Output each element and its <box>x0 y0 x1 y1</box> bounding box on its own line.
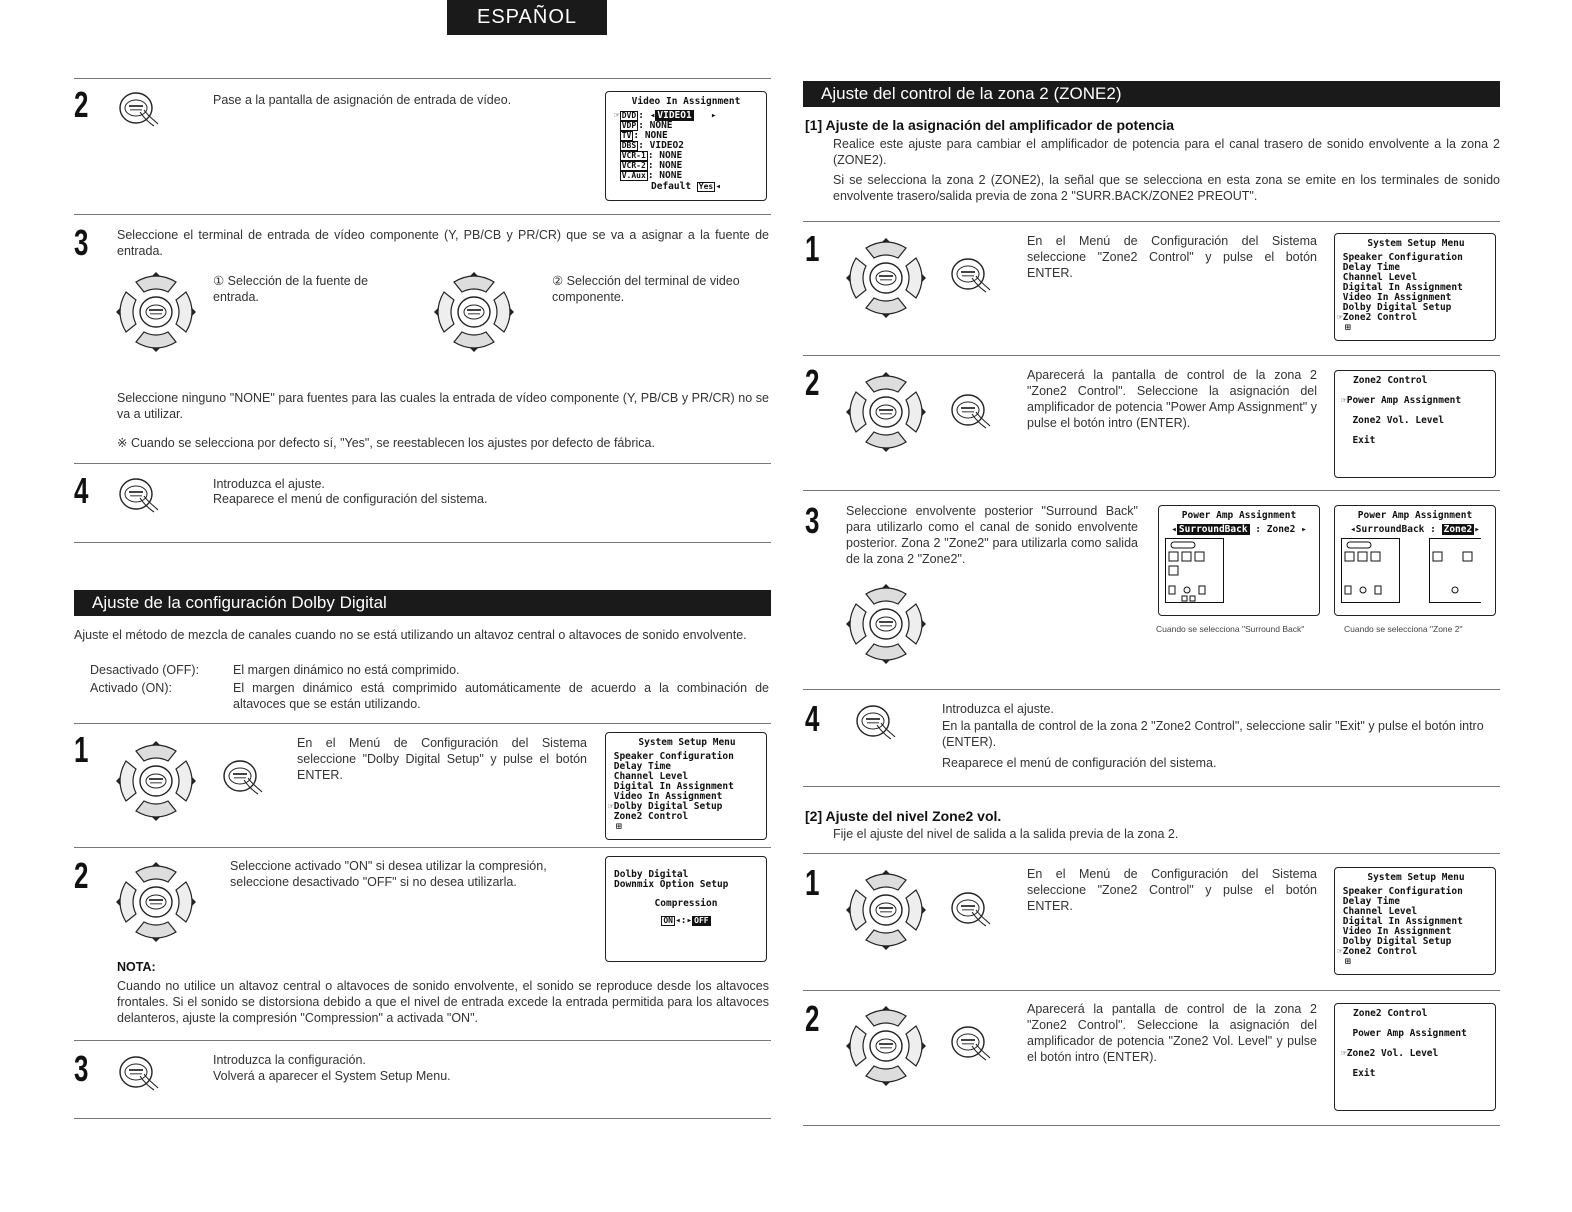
zone2-vol-paragraph: Fije el ajuste del nivel de salida a la salida previa de la zona 2. <box>833 827 1179 841</box>
osd-menu-item: Exit <box>1341 435 1376 446</box>
osd-source: TV <box>621 131 632 140</box>
zone2-control-screen <box>1334 370 1496 478</box>
osd-source: VCR-2 <box>621 161 646 170</box>
cursor-pad-icon <box>430 268 530 368</box>
pointer-icon: ☞ <box>614 110 620 121</box>
step-text: Pase a la pantalla de asignación de entrada de vídeo. <box>213 93 512 107</box>
enter-button-icon <box>118 90 188 146</box>
subsection-title-zone2-vol: [2] Ajuste del nivel Zone2 vol. <box>805 808 1002 824</box>
divider <box>803 853 1500 854</box>
step-number: 3 <box>74 1048 89 1089</box>
selection-label-terminal: ② Selección del terminal de video componente. <box>552 274 740 304</box>
step-text: Aparecerá la pantalla de control de la zona 2 "Zone2 Control". Seleccione la asignación del amplificador de potencia "Zone2 Vol. Level" y pulse el botón intro (ENTER). <box>1027 1002 1317 1064</box>
step-line-1: Introduzca la configuración. <box>213 1053 366 1067</box>
osd-menu-item: Delay Time <box>608 761 671 772</box>
osd-menu-item: Dolby Digital Setup <box>1337 936 1452 947</box>
osd-menu-item: ☞Zone2 Control <box>1337 312 1418 323</box>
selection-label-source: ① Selección de la fuente de entrada. <box>213 274 369 304</box>
divider <box>74 1040 771 1041</box>
cursor-pad-icon <box>842 866 942 966</box>
osd-assignment-row: ☞ DVD : ◂ VIDEO1 ▸ <box>614 110 717 121</box>
osd-footer-label: Default <box>651 181 692 192</box>
video-in-assignment-screen <box>605 91 767 201</box>
nota-text: Cuando no utilice un altavoz central o altavoces de sonido envolvente, el sonido se reproduce desde los altavoces frontales. Si el sonido se distorsiona debido a que el nivel de entrada excede la entrada permitida para los altavoces delanteros, ajuste la compresión "Compression" a activada "ON". <box>117 979 769 1025</box>
step-number: 2 <box>74 84 89 125</box>
osd-menu-list <box>1341 1009 1487 1079</box>
osd-menu-item: Exit <box>1341 1068 1376 1079</box>
osd-menu-item: Video In Assignment <box>608 791 723 802</box>
enter-button-icon <box>950 392 1020 448</box>
osd-menu-list <box>1341 376 1487 446</box>
dolby-downmix-screen <box>605 856 767 962</box>
divider <box>74 542 771 543</box>
osd-option-1: SurroundBack <box>1178 524 1248 535</box>
osd-option-2: Zone2 <box>1443 524 1473 535</box>
language-tab: ESPAÑOL <box>447 0 607 35</box>
speaker-layout-icon <box>1341 538 1481 604</box>
step-text: Aparecerá la pantalla de control de la zona 2 "Zone2 Control". Seleccione la asignación del amplificador de potencia "Power Amp Assignment" y pulse el botón intro (ENTER). <box>1027 368 1317 430</box>
osd-menu-item: Digital In Assignment <box>608 781 734 792</box>
enter-button-icon <box>950 1024 1020 1080</box>
off-label: Desactivado (OFF): <box>90 663 200 677</box>
osd-value: NONE <box>659 170 683 181</box>
osd-menu-item: Zone2 Vol. Level <box>1341 415 1444 426</box>
osd-menu-item: Digital In Assignment <box>1337 916 1463 927</box>
nota-title: NOTA: <box>117 960 156 974</box>
divider <box>803 1125 1500 1126</box>
cursor-pad-icon <box>842 368 942 468</box>
osd-menu-item: Video In Assignment <box>1337 926 1452 937</box>
enter-button-icon <box>118 1054 188 1110</box>
divider <box>803 221 1500 222</box>
osd-value: NONE <box>644 130 668 141</box>
osd-title: Power Amp Assignment <box>1181 510 1297 521</box>
enter-button-icon <box>950 890 1020 946</box>
osd-menu-item: ☞Zone2 Control <box>1337 946 1418 957</box>
step-number: 2 <box>805 998 820 1039</box>
osd-menu-item: Digital In Assignment <box>1337 282 1463 293</box>
osd-source: DBS <box>621 141 637 150</box>
divider <box>74 463 771 464</box>
step-text: Seleccione activado "ON" si desea utilizar la compresión, seleccione desactivado "OFF" si no desea utilizarla. <box>230 859 547 889</box>
osd-menu-item: Channel Level <box>1337 272 1418 283</box>
osd-title: Power Amp Assignment <box>1357 510 1473 521</box>
cursor-pad-icon <box>112 737 212 837</box>
divider <box>803 355 1500 356</box>
osd-option-2: Zone2 <box>1266 524 1296 535</box>
cursor-pad-icon <box>112 858 212 958</box>
system-setup-menu-screen <box>1334 867 1496 975</box>
osd-value: VIDEO1 <box>657 110 692 121</box>
power-amp-paragraph-1: Realice este ajuste para cambiar el amplificador de potencia para el canal trasero de sonido envolvente a la zona 2 (ZONE2). <box>833 137 1500 167</box>
osd-assignment-row: VCR-2 : NONE <box>614 161 758 171</box>
step-line-1: Introduzca el ajuste. <box>942 702 1054 716</box>
step-number: 1 <box>74 729 89 770</box>
osd-assignment-row: VDP : NONE <box>614 121 758 131</box>
osd-footer-box: Yes <box>698 182 714 191</box>
caption-surround-back: Cuando se selecciona "Surround Back" <box>1156 624 1305 634</box>
osd-title: Zone2 Control <box>1353 375 1428 386</box>
osd-menu-item: Channel Level <box>1337 906 1418 917</box>
osd-value: VIDEO2 <box>649 140 684 151</box>
enter-button-icon <box>118 476 188 532</box>
osd-title: Video In Assignment <box>631 96 741 107</box>
dolby-intro: Ajuste el método de mezcla de canales cuando no se está utilizando un altavoz central o altavoces de sonido envolvente. <box>74 628 747 642</box>
enter-button-icon <box>855 703 925 759</box>
step-number: 2 <box>805 362 820 403</box>
step-number: 3 <box>805 500 820 541</box>
note-none: Seleccione ninguno "NONE" para fuentes para las cuales la entrada de vídeo componente (Y, PB/CB y PR/CR) no se va a utilizar. <box>117 391 769 421</box>
osd-title: System Setup Menu <box>1367 238 1465 249</box>
osd-menu-list <box>608 751 758 832</box>
divider <box>74 847 771 848</box>
divider <box>803 490 1500 491</box>
osd-option-row: ◂ SurroundBack : Zone2 ▸ <box>1171 524 1307 535</box>
osd-assignment-row: VCR-1 : NONE <box>614 151 758 161</box>
step-number: 1 <box>805 228 820 269</box>
power-amp-paragraph-2: Si se selecciona la zona 2 (ZONE2), la señal que se selecciona en esta zona se emite en los terminales de sonido envolvente trasero/salida previa de zona 2 "SURR.BACK/ZONE2 PREOUT". <box>833 173 1500 203</box>
osd-option-1: SurroundBack <box>1355 524 1425 535</box>
step-number: 1 <box>805 862 820 903</box>
section-title-zone2: Ajuste del control de la zona 2 (ZONE2) <box>803 81 1500 107</box>
system-setup-menu-screen <box>1334 233 1496 341</box>
cursor-pad-icon <box>842 1002 942 1102</box>
step-line-3: Reaparece el menú de configuración del sistema. <box>942 756 1217 770</box>
divider <box>74 723 771 724</box>
enter-button-icon <box>950 256 1020 312</box>
step-text: En el Menú de Configuración del Sistema seleccione "Dolby Digital Setup" y pulse el botón ENTER. <box>297 736 587 782</box>
osd-source: VDP <box>621 121 637 130</box>
osd-compression-value: ON ◂:▸ OFF <box>663 915 709 926</box>
system-setup-menu-screen <box>605 732 767 840</box>
osd-title: Zone2 Control <box>1353 1008 1428 1019</box>
subsection-title-power-amp: [1] Ajuste de la asignación del amplificador de potencia <box>805 117 1175 133</box>
osd-source: VCR-1 <box>621 151 646 160</box>
osd-menu-item: Speaker Configuration <box>1337 252 1463 263</box>
osd-footer: Default Yes ◂ <box>651 181 721 192</box>
osd-menu-item: Video In Assignment <box>1337 292 1452 303</box>
osd-menu-item: ☞Dolby Digital Setup <box>608 801 723 812</box>
osd-separator: : <box>1430 524 1436 535</box>
osd-value: NONE <box>649 120 673 131</box>
osd-source: DVD <box>621 111 637 120</box>
cursor-pad-icon <box>842 580 942 680</box>
step-line-2: Reaparece el menú de configuración del sistema. <box>213 492 488 506</box>
step-number: 4 <box>805 698 820 739</box>
cursor-pad-icon <box>842 234 942 334</box>
on-label: Activado (ON): <box>90 681 172 695</box>
section-title-dolby: Ajuste de la configuración Dolby Digital <box>74 590 771 616</box>
divider <box>803 786 1500 787</box>
osd-compression-label: Compression <box>654 898 718 909</box>
step-line-1: Introduzca el ajuste. <box>213 477 325 491</box>
speaker-layout-icon <box>1165 538 1225 604</box>
power-amp-assignment-zone2-screen <box>1334 505 1496 616</box>
osd-menu-item: Speaker Configuration <box>608 751 734 762</box>
divider <box>803 689 1500 690</box>
step-number: 3 <box>74 222 89 263</box>
scroll-icon: ⊞ <box>1345 956 1351 967</box>
off-text: El margen dinámico no está comprimido. <box>233 663 460 677</box>
step-number: 2 <box>74 855 89 896</box>
divider <box>803 990 1500 991</box>
osd-title-1: Dolby Digital <box>614 869 689 880</box>
osd-menu-list <box>1337 252 1487 333</box>
divider <box>74 214 771 215</box>
step-text: Seleccione envolvente posterior "Surround Back" para utilizarlo como el canal de sonido envolvente posterior. Zona 2 "Zone2" para utilizarla como salida de la zona 2 "Zone2". <box>846 504 1138 566</box>
osd-menu-item: ☞Zone2 Vol. Level <box>1341 1048 1439 1059</box>
osd-option-row: ◂SurroundBack : Zone2 ▸ <box>1350 524 1480 535</box>
osd-source: V.Aux <box>621 171 646 180</box>
osd-menu-item: ☞Power Amp Assignment <box>1341 395 1462 406</box>
enter-button-icon <box>222 758 292 814</box>
osd-menu-list <box>1337 886 1487 967</box>
osd-title: System Setup Menu <box>638 737 736 748</box>
step-line-2: En la pantalla de control de la zona 2 "Zone2 Control", seleccione salir "Exit" y pulse el botón intro (ENTER). <box>942 719 1484 749</box>
osd-menu-item: Delay Time <box>1337 262 1400 273</box>
osd-rows <box>614 111 758 181</box>
cursor-pad-icon <box>112 268 212 368</box>
caption-zone2: Cuando se selecciona "Zone 2" <box>1344 624 1463 634</box>
osd-menu-item: Dolby Digital Setup <box>1337 302 1452 313</box>
osd-menu-item: Zone2 Control <box>608 811 689 822</box>
osd-assignment-row: TV : NONE <box>614 131 758 141</box>
osd-off-box: OFF <box>694 916 709 925</box>
step-text: Seleccione el terminal de entrada de vídeo componente (Y, PB/CB y PR/CR) que se va a asignar a la fuente de entrada. <box>117 228 769 258</box>
power-amp-assignment-surround-screen <box>1158 505 1320 616</box>
step-number: 4 <box>74 470 89 511</box>
osd-menu-item: Power Amp Assignment <box>1341 1028 1467 1039</box>
step-line-2: Volverá a aparecer el System Setup Menu. <box>213 1069 451 1083</box>
zone2-control-screen <box>1334 1003 1496 1111</box>
osd-value: NONE <box>659 150 683 161</box>
osd-title-2: Downmix Option Setup <box>614 879 729 890</box>
on-text: El margen dinámico está comprimido automáticamente de acuerdo a la combinación de altavoces que se están utilizando. <box>233 681 769 711</box>
step-text: En el Menú de Configuración del Sistema seleccione "Zone2 Control" y pulse el botón ENTER. <box>1027 867 1317 913</box>
note-default: ※ Cuando se selecciona por defecto sí, "Yes", se reestablecen los ajustes por defecto de fábrica. <box>117 436 655 450</box>
divider <box>74 78 771 79</box>
osd-assignment-row: DBS : VIDEO2 <box>614 141 758 151</box>
osd-title: System Setup Menu <box>1367 872 1465 883</box>
osd-on-box: ON <box>663 916 673 925</box>
osd-assignment-row: V.Aux : NONE <box>614 171 758 181</box>
scroll-icon: ⊞ <box>616 821 622 832</box>
divider <box>74 1118 771 1119</box>
step-text: En el Menú de Configuración del Sistema seleccione "Zone2 Control" y pulse el botón ENTER. <box>1027 234 1317 280</box>
scroll-icon: ⊞ <box>1345 322 1351 333</box>
osd-value: NONE <box>659 160 683 171</box>
osd-menu-item: Speaker Configuration <box>1337 886 1463 897</box>
osd-separator: : <box>1255 524 1262 535</box>
osd-menu-item: Delay Time <box>1337 896 1400 907</box>
osd-menu-item: Channel Level <box>608 771 689 782</box>
